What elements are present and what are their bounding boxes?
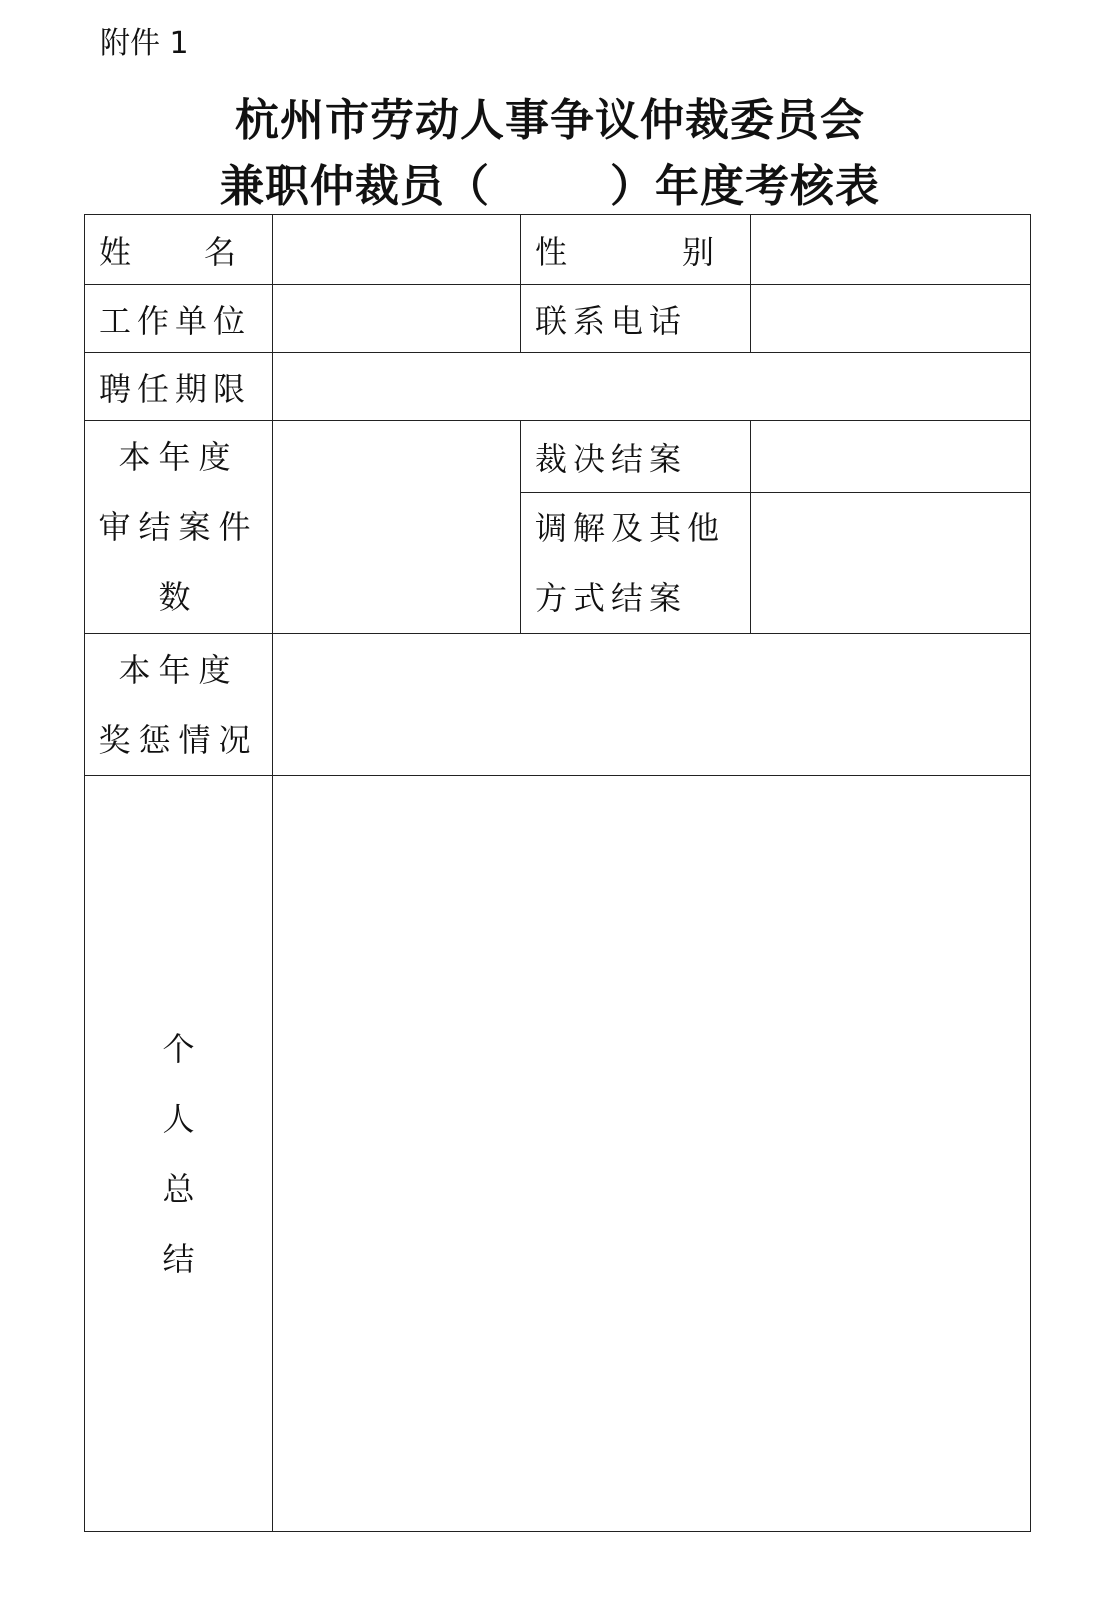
rewards-label-line2: 奖惩情况 [98, 720, 259, 759]
cases-label-line2: 审结案件 [98, 508, 259, 546]
document-title-line2 [0, 150, 1100, 214]
ruling-label: 裁决结案 [521, 421, 751, 493]
assessment-form-table [84, 214, 1031, 1532]
gender-label-cell [521, 215, 751, 285]
name-field[interactable] [273, 215, 521, 285]
cases-label-cell [85, 421, 273, 634]
row-cases-ruling [85, 421, 1031, 493]
gender-label-char1: 性 [535, 232, 574, 271]
term-field[interactable] [273, 353, 1031, 421]
title-suffix: ）年度考核表 [610, 161, 880, 212]
work-unit-field[interactable] [273, 285, 521, 353]
cases-total-field[interactable] [273, 421, 521, 634]
gender-label-char2: 别 [681, 232, 720, 271]
cases-label-line1: 本年度 [118, 438, 239, 476]
ruling-count-field[interactable] [751, 421, 1031, 493]
summary-label-char4: 结 [162, 1239, 195, 1278]
summary-label-char1: 个 [162, 1029, 195, 1068]
summary-label-char2: 人 [162, 1099, 195, 1138]
summary-label-cell [85, 776, 273, 1532]
term-label: 聘任期限 [85, 353, 273, 421]
name-label [85, 227, 272, 273]
title-prefix: 兼职仲裁员（ [220, 161, 490, 212]
row-name-gender [85, 215, 1031, 285]
document-title-line1: 杭州市劳动人事争议仲裁委员会 [235, 95, 865, 146]
work-unit-label: 工作单位 [85, 285, 273, 353]
mediation-label-line2: 方式结案 [535, 579, 688, 617]
name-label-char2: 名 [203, 232, 242, 271]
row-unit-phone [85, 285, 1031, 353]
cases-label-line3: 数 [158, 578, 199, 616]
summary-field[interactable] [273, 776, 1031, 1532]
mediation-label-line1: 调解及其他 [535, 509, 726, 547]
row-summary [85, 776, 1031, 1532]
rewards-label-line1: 本年度 [118, 650, 239, 689]
name-label-char1: 姓 [99, 232, 138, 271]
row-rewards [85, 634, 1031, 776]
mediation-label-cell [521, 493, 751, 634]
attachment-label: 附件 1 [100, 26, 189, 61]
rewards-label-cell [85, 634, 273, 776]
gender-field[interactable] [751, 215, 1031, 285]
row-term [85, 353, 1031, 421]
mediation-count-field[interactable] [751, 493, 1031, 634]
rewards-field[interactable] [273, 634, 1031, 776]
gender-label [521, 227, 750, 273]
phone-field[interactable] [751, 285, 1031, 353]
summary-label-char3: 总 [162, 1169, 195, 1208]
name-label-cell [85, 215, 273, 285]
phone-label: 联系电话 [521, 285, 751, 353]
